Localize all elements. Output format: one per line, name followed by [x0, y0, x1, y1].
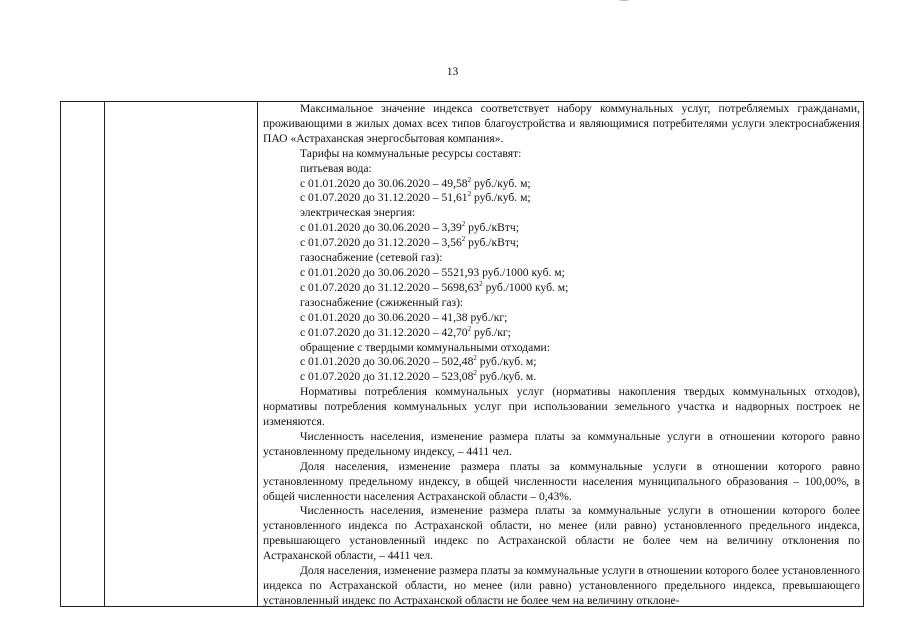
tariff-unit: руб./куб. м;	[471, 191, 531, 205]
footnote-mark: 2	[467, 175, 472, 184]
tariff-line	[300, 266, 860, 281]
tariff-unit: руб./1000 куб. м;	[479, 265, 565, 279]
tariff-period: с 01.01.2020 до 30.06.2020 –	[300, 176, 442, 190]
tariff-period: с 01.07.2020 до 31.12.2020 –	[300, 191, 442, 205]
body-paragraph: Численность населения, изменение размера платы за коммунальные услуги в отношении которого более установленного индекса по Астраханской области, но менее (или равно) установленного предельного индекса, превышающего установленный индекс по Астраханской области не более чем на величину отклонения по Астраханской области, – 4411 чел.	[263, 504, 860, 563]
table-content-cell	[263, 102, 860, 607]
tariff-value: 5521,93	[441, 265, 480, 279]
tariff-value: 3,39	[441, 221, 462, 235]
tariff-period: с 01.07.2020 до 31.12.2020 –	[300, 370, 442, 384]
tariff-value: 51,61	[441, 191, 468, 205]
tariff-unit: руб./кг;	[471, 325, 511, 339]
tariff-unit: руб./куб. м.	[476, 370, 537, 384]
tariff-period: с 01.01.2020 до 30.06.2020 –	[300, 221, 442, 235]
tariff-value: 523,08	[441, 370, 474, 384]
scan-mark	[612, 0, 660, 4]
tariff-unit: руб./кВтч;	[465, 221, 519, 235]
tariff-value: 3,56	[441, 236, 462, 250]
footnote-mark: 2	[461, 220, 466, 229]
tariff-period: с 01.07.2020 до 31.12.2020 –	[300, 236, 442, 250]
tariff-group-name: обращение с твердыми коммунальными отходами:	[300, 340, 550, 354]
tariff-list	[263, 162, 860, 386]
column-divider	[257, 102, 258, 606]
body-paragraph: Численность населения, изменение размера платы за коммунальные услуги в отношении которого равно установленному предельному индексу, – 4411 чел.	[263, 429, 860, 458]
tariff-unit: руб./1000 куб. м;	[482, 280, 569, 294]
tariff-period: с 01.01.2020 до 30.06.2020 –	[300, 355, 442, 369]
tariff-line	[300, 177, 860, 192]
tariff-line	[300, 326, 860, 341]
tariff-value: 502,48	[441, 355, 474, 369]
tariff-line	[300, 311, 860, 326]
tariff-group-name: газоснабжение (сжиженный газ):	[300, 295, 464, 309]
tariff-unit: руб./кВтч;	[465, 236, 519, 250]
tariff-group-name: питьевая вода:	[300, 161, 372, 175]
tariff-period: с 01.01.2020 до 30.06.2020 –	[300, 310, 442, 324]
tariff-line	[300, 236, 860, 251]
tariff-line	[300, 191, 860, 206]
tariffs-heading: Тарифы на коммунальные ресурсы составят:	[300, 146, 522, 160]
paragraph-list	[263, 385, 860, 607]
footnote-mark: 2	[479, 279, 483, 288]
tariff-line	[300, 355, 860, 370]
tariff-line	[300, 370, 860, 385]
tariff-unit: руб./куб. м;	[476, 355, 537, 369]
tariff-value: 5698,63	[441, 280, 480, 294]
tariff-value: 49,58	[441, 176, 468, 190]
body-paragraph: Доля населения, изменение размера платы за коммунальные услуги в отношении которого более установленного индекса по Астраханской области, но менее (или равно) установленного предельного индекса, превышающего установленный индекс по Астраханской области не более чем на величину отклоне-	[263, 564, 860, 607]
tariff-period: с 01.07.2020 до 31.12.2020 –	[300, 280, 442, 294]
body-paragraph: Нормативы потребления коммунальных услуг (нормативы накопления твердых коммунальных отходов), нормативы потребления коммунальных услуг при использовании земельного участка и надворных построек не изменяются.	[263, 385, 860, 429]
footnote-mark: 2	[467, 190, 472, 199]
document-table	[60, 101, 864, 607]
intro-paragraph: Максимальное значение индекса соответствует набору коммунальных услуг, потребляемых гражданами, проживающими в жилых домах всех типов благоустройства и являющимися потребителями услуги электроснабжения ПАО «Астраханская энергосбытовая компания».	[263, 102, 860, 145]
tariff-value: 42,70	[441, 325, 468, 339]
tariff-value: 41,38	[441, 310, 468, 324]
body-paragraph: Доля населения, изменение размера платы за коммунальные услуги в отношении которого равно установленному предельному индексу, в общей численности населения муниципального образования – 100,00%, в общей численности населения Астраханской области – 0,43%.	[263, 459, 860, 503]
tariff-unit: руб./куб. м;	[471, 176, 531, 190]
tariff-unit: руб./кг;	[467, 310, 508, 324]
footnote-mark: 2	[461, 235, 466, 244]
tariff-period: с 01.07.2020 до 31.12.2020 –	[300, 325, 442, 339]
tariff-group-name: электрическая энергия:	[300, 206, 416, 220]
page-number: 13	[446, 66, 459, 78]
footnote-mark: 2	[473, 354, 477, 363]
footnote-mark: 2	[467, 324, 472, 333]
footnote-mark: 2	[473, 369, 477, 378]
tariff-line	[300, 221, 860, 236]
tariff-group-name: газоснабжение (сетевой газ):	[300, 251, 443, 265]
tariff-line	[300, 281, 860, 296]
tariff-period: с 01.01.2020 до 30.06.2020 –	[300, 265, 442, 279]
column-divider	[104, 102, 105, 606]
